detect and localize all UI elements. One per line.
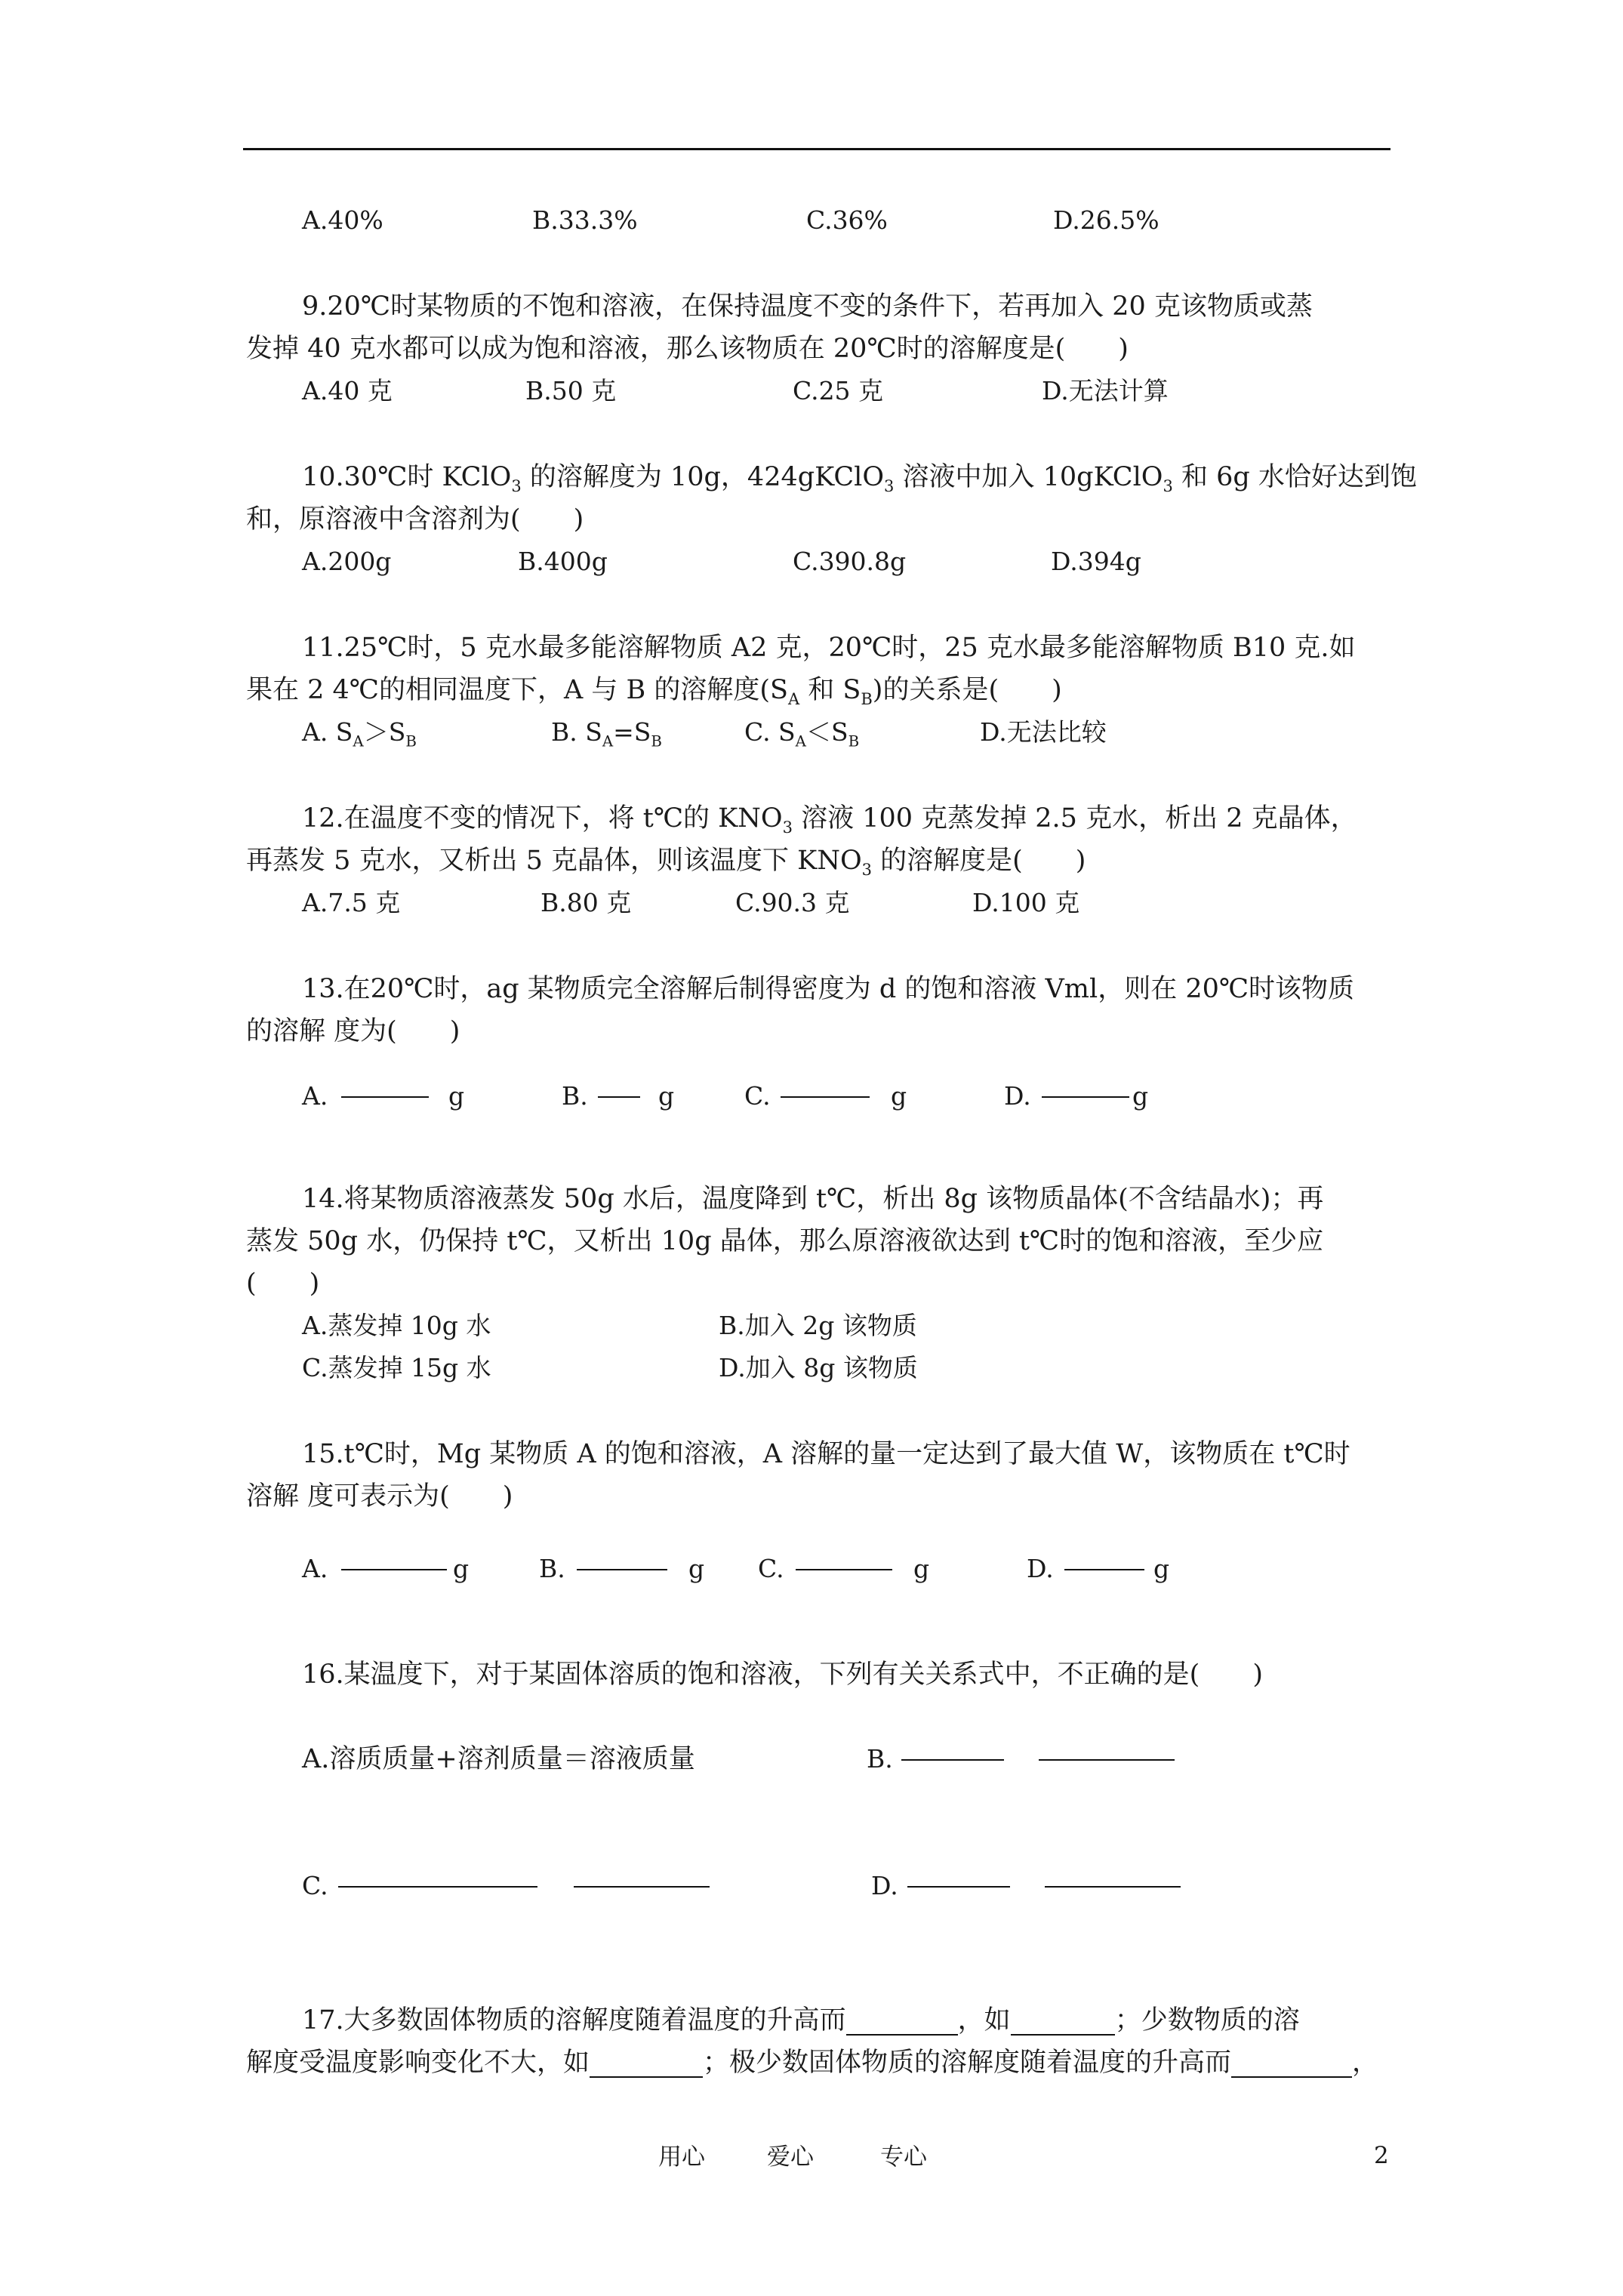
fraction-bar bbox=[907, 1886, 1010, 1888]
option-a: A.蒸发掉 10g 水 bbox=[302, 1311, 491, 1340]
footer-motto: 用心 bbox=[658, 2143, 705, 2171]
question-text: 果在 2 4℃的相同温度下，A 与 B 的溶解度($S_A$ 和 $S_B$)的关系是( ) bbox=[246, 675, 1062, 708]
option-b: B. bbox=[867, 1744, 893, 1774]
fraction-bar bbox=[901, 1759, 1004, 1761]
question-text: 发掉 40 克水都可以成为饱和溶液，那么该物质在 20℃时的溶解度是( ) bbox=[246, 334, 1129, 364]
fraction-bar bbox=[1042, 1096, 1129, 1098]
answer-blank[interactable] bbox=[846, 2010, 958, 2036]
fraction-bar bbox=[341, 1096, 429, 1098]
option-c: C.90.3 克 bbox=[735, 888, 850, 917]
question-text: ( ) bbox=[246, 1268, 320, 1299]
fraction-bar bbox=[1045, 1886, 1181, 1888]
question-text: 12.在温度不变的情况下，将 t℃的 $KNO_3$ 溶液 100 克蒸发掉 2.5 克水，析出 2 克晶体， bbox=[302, 803, 1357, 837]
fraction-bar bbox=[341, 1569, 447, 1570]
option-c: C. bbox=[758, 1554, 784, 1583]
option-c: C.蒸发掉 15g 水 bbox=[302, 1353, 491, 1382]
question-text: 14.将某物质溶液蒸发 50g 水后，温度降到 t℃，析出 8g 该物质晶体(不含结晶水)；再 bbox=[302, 1184, 1324, 1214]
question-text: 15.t℃时，Mg 某物质 A 的饱和溶液，A 溶解的量一定达到了最大值 W，该物质在 t℃时 bbox=[302, 1439, 1350, 1469]
option-d: D. bbox=[871, 1871, 898, 1900]
unit-label: g bbox=[448, 1081, 465, 1111]
fraction-bar bbox=[1064, 1569, 1144, 1570]
footer-motto: 爱心 bbox=[767, 2143, 814, 2171]
option-b: B.50 克 bbox=[525, 376, 617, 405]
question-text: 9.20℃时某物质的不饱和溶液，在保持温度不变的条件下，若再加入 20 克该物质或蒸 bbox=[302, 291, 1313, 322]
option-d: D.无法比较 bbox=[980, 717, 1107, 747]
page-number: 2 bbox=[1374, 2142, 1389, 2169]
question-text: 溶解 度可表示为( ) bbox=[246, 1481, 513, 1512]
question-text: 10.30℃时 KClO$_3$ 的溶解度为 10g，424gKClO$_3$ 溶液中加入 10gKClO$_3$ 和 6g 水恰好达到饱 bbox=[302, 462, 1417, 495]
option-d: D.无法计算 bbox=[1042, 376, 1169, 405]
option-d: D.26.5% bbox=[1053, 205, 1160, 235]
fraction-bar bbox=[796, 1569, 892, 1570]
question-text: 的溶解 度为( ) bbox=[246, 1016, 460, 1046]
option-c: C.25 克 bbox=[793, 376, 884, 405]
fraction-bar bbox=[781, 1096, 870, 1098]
option-a: A.40% bbox=[302, 205, 383, 235]
fraction-bar bbox=[1039, 1759, 1175, 1761]
option-b: B.33.3% bbox=[532, 205, 638, 235]
answer-blank[interactable] bbox=[590, 2052, 703, 2078]
option-d: D.394g bbox=[1051, 547, 1141, 576]
option-b: B. bbox=[562, 1081, 588, 1111]
option-c: C. bbox=[744, 1081, 771, 1111]
option-a: A.40 克 bbox=[302, 376, 393, 405]
option-d: D. bbox=[1027, 1554, 1054, 1583]
unit-label: g bbox=[453, 1554, 470, 1583]
unit-label: g bbox=[891, 1081, 907, 1111]
question-text: 和，原溶液中含溶剂为( ) bbox=[246, 504, 584, 535]
header-rule bbox=[243, 148, 1390, 150]
option-b: B.加入 2g 该物质 bbox=[719, 1311, 917, 1340]
option-c: C.390.8g bbox=[793, 547, 907, 576]
option-c: C. bbox=[302, 1871, 328, 1900]
question-text: 13.在20℃时，ag 某物质完全溶解后制得密度为 d 的饱和溶液 Vml，则在 20℃时该物质 bbox=[302, 974, 1355, 1004]
option-d: D.100 克 bbox=[972, 888, 1080, 917]
answer-blank[interactable] bbox=[1231, 2052, 1352, 2078]
option-b: B. bbox=[539, 1554, 565, 1583]
option-a: A. bbox=[302, 1081, 328, 1111]
answer-blank[interactable] bbox=[1011, 2010, 1115, 2036]
fraction-bar bbox=[574, 1886, 710, 1888]
option-b: B. $S_A=S_B$ bbox=[551, 717, 662, 750]
unit-label: g bbox=[913, 1554, 930, 1583]
unit-label: g bbox=[688, 1554, 705, 1583]
option-d: D. bbox=[1004, 1081, 1031, 1111]
unit-label: g bbox=[1132, 1081, 1149, 1111]
option-a: A. bbox=[302, 1554, 328, 1583]
fraction-bar bbox=[338, 1886, 537, 1888]
question-text: 16.某温度下，对于某固体溶质的饱和溶液，下列有关关系式中，不正确的是( ) bbox=[302, 1660, 1263, 1690]
unit-label: g bbox=[658, 1081, 675, 1111]
option-a: A. $S_A>S_B$ bbox=[302, 717, 417, 750]
question-text: 再蒸发 5 克水，又析出 5 克晶体，则该温度下 $KNO_3$ 的溶解度是( ) bbox=[246, 846, 1086, 879]
question-text: 11.25℃时，5 克水最多能溶解物质 A2 克，20℃时，25 克水最多能溶解物质 B10 克.如 bbox=[302, 633, 1356, 663]
footer-motto: 专心 bbox=[880, 2143, 927, 2171]
option-a: A.200g bbox=[302, 547, 392, 576]
fraction-bar bbox=[577, 1569, 667, 1570]
question-text: 17.大多数固体物质的溶解度随着温度的升高而 ，如 ；少数物质的溶 bbox=[302, 2005, 1300, 2036]
question-text: 解度受温度影响变化不大，如 ；极少数固体物质的溶解度随着温度的升高而 ， bbox=[246, 2048, 1379, 2078]
option-b: B.80 克 bbox=[540, 888, 632, 917]
unit-label: g bbox=[1153, 1554, 1170, 1583]
option-c: C.36% bbox=[806, 205, 888, 235]
option-c: C. $S_A<S_B$ bbox=[744, 717, 860, 750]
option-d: D.加入 8g 该物质 bbox=[719, 1353, 918, 1382]
option-a: A.溶质质量+溶剂质量＝溶液质量 bbox=[302, 1744, 695, 1774]
option-b: B.400g bbox=[518, 547, 608, 576]
option-a: A.7.5 克 bbox=[302, 888, 401, 917]
question-text: 蒸发 50g 水，仍保持 t℃，又析出 10g 晶体，那么原溶液欲达到 t℃时的饱和溶液，至少应 bbox=[246, 1226, 1324, 1256]
fraction-bar bbox=[598, 1096, 640, 1098]
